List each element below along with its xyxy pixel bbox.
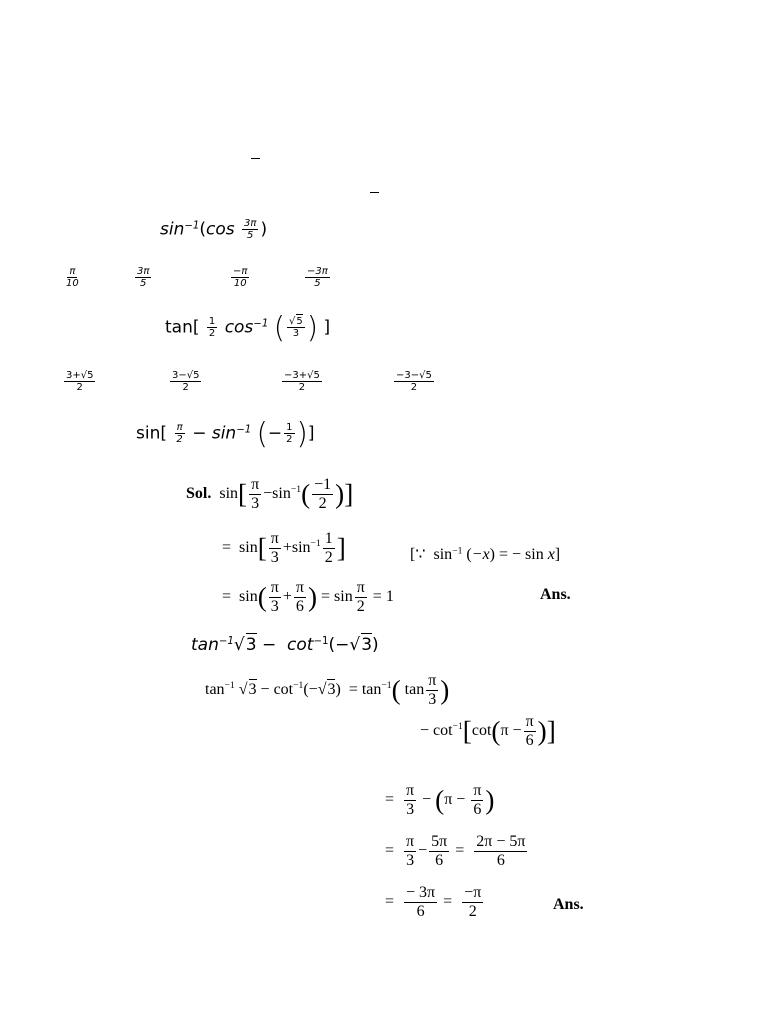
stray-dash-1 bbox=[251, 158, 260, 159]
q3-solution-line-2: = sin[ $\frac{\pi}{3}$ $+\sin^{-1}$ $\frac{1}{2}$ ] bbox=[222, 530, 346, 566]
q4-solution-line-4: = $\frac{\pi}{3}$ − $\frac{5\pi}{6}$ = $\frac{2\pi - 5\pi}{6}$ bbox=[385, 833, 526, 869]
q2-option-a: $\frac{3+√5}{2}$ bbox=[66, 370, 94, 393]
q4-solution-line-2: − $\cot^{-1}[\cot(\pi$ − $\frac{\pi}{6}$ )] bbox=[420, 713, 556, 749]
q2-expression: tan[ $\frac{1}{2}$ $\cos^{-1}$ ( $\frac{√5}{3}$ ) ] bbox=[165, 310, 331, 345]
q2-option-c: $\frac{-3+√5}{2}$ bbox=[284, 370, 320, 393]
q4-solution-line-1: $\tan^{-1} √3 - \cot^{-1}(-√3) = \tan^{-1}$( tan $\frac{\pi}{3}$ ) bbox=[205, 672, 450, 708]
q1-option-a: $\frac{\pi}{10}$ bbox=[66, 266, 79, 289]
q2-option-d: $\frac{-3-√5}{2}$ bbox=[396, 370, 432, 393]
q4-expression: $\tan^{-1}√3 - \cot^{-1}(-√3)$ bbox=[191, 635, 379, 655]
q1-expression: $\sin^{-1}(\cos$ $\frac{3\pi}{5}$ ) bbox=[160, 218, 268, 241]
q3-answer-label: Ans. bbox=[540, 586, 571, 603]
sol-label: Sol. bbox=[186, 484, 212, 502]
q1-option-b: $\frac{3\pi}{5}$ bbox=[137, 266, 150, 289]
q1-option-d: $\frac{-3\pi}{5}$ bbox=[307, 266, 328, 289]
q3-solution-hint: [∵ $\sin^{-1} (-x)$ = − sin x] bbox=[410, 545, 561, 563]
q1-option-c: $\frac{-\pi}{10}$ bbox=[233, 266, 248, 289]
stray-dash-2 bbox=[370, 192, 379, 193]
q3-expression: sin[ $\frac{\pi}{2}$ − $\sin^{-1}$ (− $\frac{1}{2}$ )] bbox=[136, 416, 315, 451]
q4-answer-label: Ans. bbox=[553, 896, 584, 913]
q2-option-b: $\frac{3-√5}{2}$ bbox=[172, 370, 200, 393]
q4-solution-line-3: = $\frac{\pi}{3}$ − (π − $\frac{\pi}{6}$ ) bbox=[385, 782, 495, 818]
q3-solution-line-1: Sol. sin[ $\frac{\pi}{3}$ $-\sin^{-1}$( $\frac{-1}{2}$ )] bbox=[186, 476, 354, 512]
q4-solution-line-5: = $\frac{- 3\pi}{6}$ = $\frac{-\pi}{2}$ bbox=[385, 884, 482, 920]
q3-solution-line-3: = sin( $\frac{\pi}{3}$ + $\frac{\pi}{6}$ ) = sin $\frac{\pi}{2}$ = 1 bbox=[222, 579, 394, 615]
